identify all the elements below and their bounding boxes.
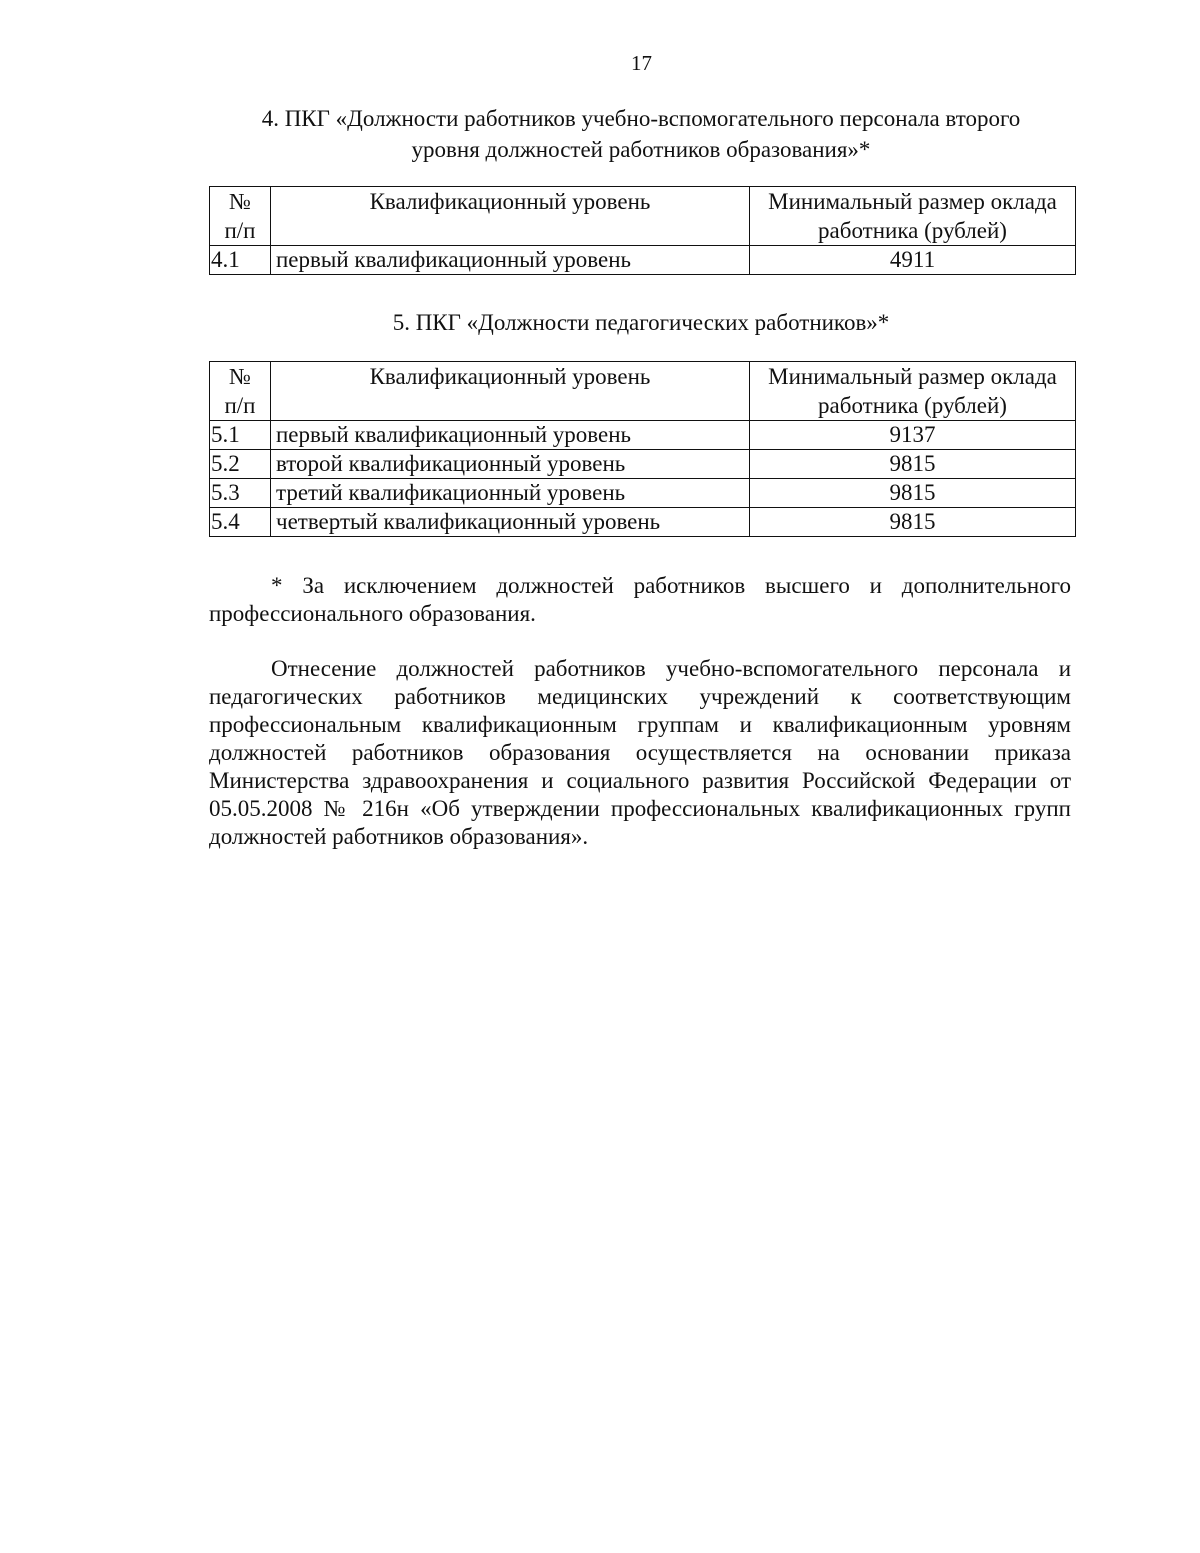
- header-num-line-2: п/п: [224, 218, 256, 243]
- header-salary-line-2: работника (рублей): [818, 393, 1007, 418]
- section-4-title-line-1: 4. ПКГ «Должности работников учебно-вспомогательного персонала второго: [261, 106, 1021, 131]
- footnote-text: * За исключением должностей работников высшего и дополнительного профессионального образования.: [209, 573, 1071, 626]
- header-salary-cell: [750, 187, 1076, 246]
- page-number: 17: [631, 51, 652, 75]
- header-level-cell: Квалификационный уровень: [271, 362, 750, 421]
- header-salary-line-1: Минимальный размер оклада: [768, 364, 1057, 389]
- footnote: [209, 572, 1071, 628]
- header-num-line-1: №: [229, 364, 251, 389]
- section-5-title: 5. ПКГ «Должности педагогических работников»*: [392, 310, 890, 335]
- header-num-cell: [210, 362, 271, 421]
- table-row: [210, 479, 1076, 508]
- section-4-title: [200, 103, 1082, 165]
- table-header-row: [210, 362, 1076, 421]
- row-level-cell: второй квалификационный уровень: [271, 450, 750, 479]
- row-level-cell: третий квалификационный уровень: [271, 479, 750, 508]
- table-header-row: [210, 187, 1076, 246]
- row-salary-cell: 9815: [750, 450, 1076, 479]
- header-num-cell: [210, 187, 271, 246]
- section-4-table: [209, 186, 1076, 275]
- row-salary-cell: 9815: [750, 508, 1076, 537]
- row-num-cell: 5.4: [210, 508, 271, 537]
- body-paragraph: [209, 655, 1071, 851]
- row-salary-cell: 9815: [750, 479, 1076, 508]
- row-num-cell: 5.3: [210, 479, 271, 508]
- section-4-title-line-2: уровня должностей работников образования»*: [411, 137, 871, 162]
- header-num-line-1: №: [229, 189, 251, 214]
- header-level-cell: Квалификационный уровень: [271, 187, 750, 246]
- table-row: [210, 508, 1076, 537]
- table-row: [210, 450, 1076, 479]
- row-level-cell: первый квалификационный уровень: [271, 421, 750, 450]
- row-level-cell: первый квалификационный уровень: [271, 246, 750, 275]
- row-num-cell: 4.1: [210, 246, 271, 275]
- row-level-cell: четвертый квалификационный уровень: [271, 508, 750, 537]
- header-salary-cell: [750, 362, 1076, 421]
- row-num-cell: 5.2: [210, 450, 271, 479]
- header-salary-line-1: Минимальный размер оклада: [768, 189, 1057, 214]
- header-num-line-2: п/п: [224, 393, 256, 418]
- section-5-table: [209, 361, 1076, 537]
- header-salary-line-2: работника (рублей): [818, 218, 1007, 243]
- table-row: [210, 246, 1076, 275]
- row-salary-cell: 9137: [750, 421, 1076, 450]
- row-salary-cell: 4911: [750, 246, 1076, 275]
- row-num-cell: 5.1: [210, 421, 271, 450]
- table-row: [210, 421, 1076, 450]
- body-paragraph-text: Отнесение должностей работников учебно-вспомогательного персонала и педагогических работников медицинских учреждений к соответствующим профессиональным квалификационным группам и квалификационным уровням должностей работников образования осуществляется на основании приказа Министерства здравоохранения и социального развития Российской Федерации от 05.05.2008 № 216н «Об утверждении профессиональных квалификационных групп должностей работников образования».: [209, 656, 1071, 849]
